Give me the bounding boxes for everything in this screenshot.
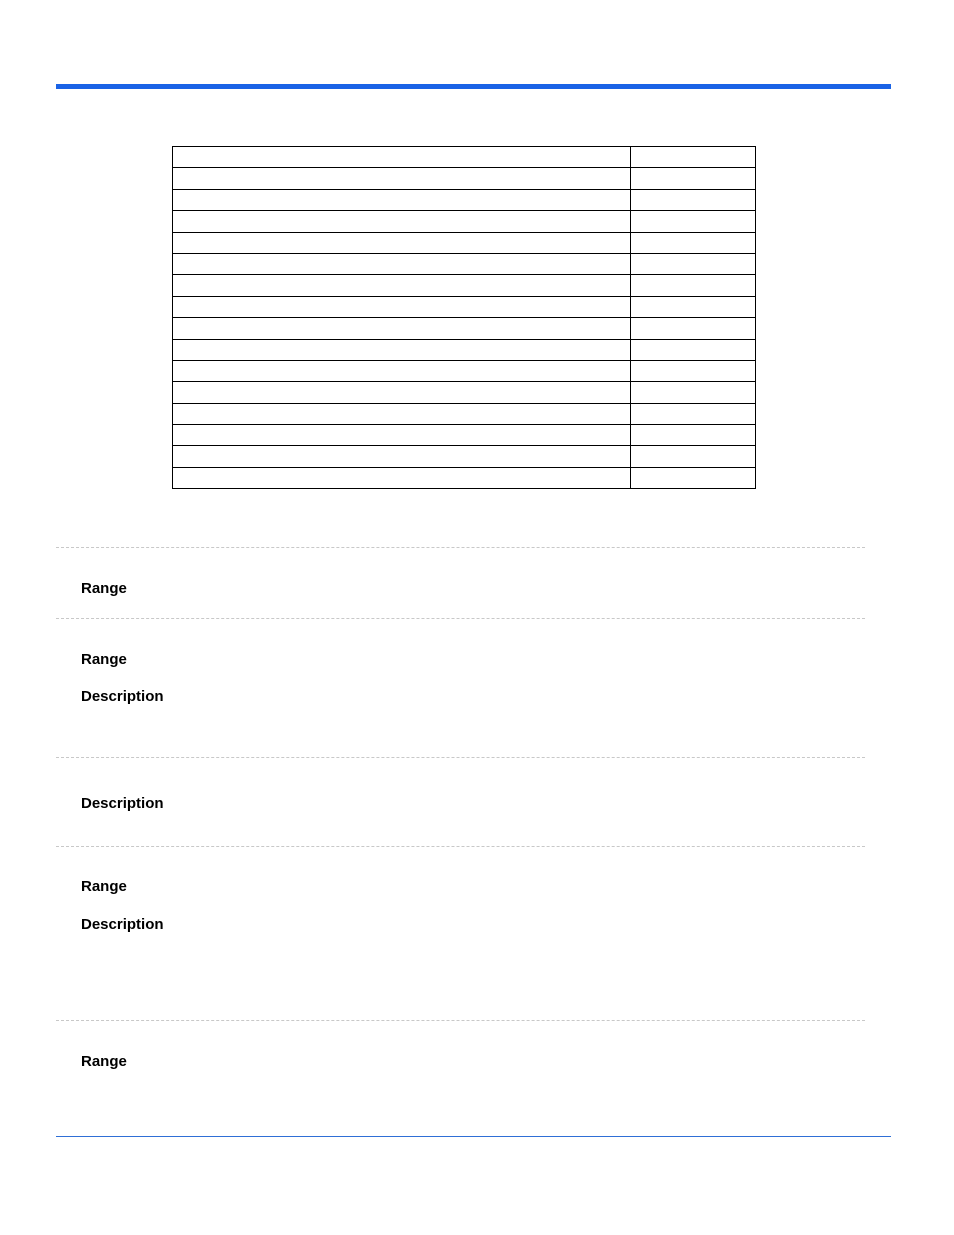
description-label: Description [81,795,164,812]
table-cell [631,189,756,210]
table-row [173,446,756,467]
table-cell [173,425,631,446]
table-cell [173,253,631,274]
table-row [173,211,756,232]
table-row [173,147,756,168]
table-row [173,467,756,488]
table-row [173,232,756,253]
table-row [173,253,756,274]
table-row [173,403,756,424]
table-cell [173,211,631,232]
table-cell [631,296,756,317]
table-cell [631,232,756,253]
table-cell [631,275,756,296]
table-cell [631,147,756,168]
section-separator [56,757,865,758]
table-row [173,339,756,360]
table-row [173,318,756,339]
table-cell [173,403,631,424]
section-separator [56,618,865,619]
table-cell [173,189,631,210]
table-cell [631,467,756,488]
table-row [173,360,756,381]
table-cell [173,360,631,381]
table-row [173,425,756,446]
description-label: Description [81,916,164,933]
table-cell [631,403,756,424]
table-cell [173,147,631,168]
range-label: Range [81,1053,127,1070]
table-row [173,189,756,210]
table-row [173,296,756,317]
section-separator [56,547,865,548]
table-cell [631,339,756,360]
table-cell [173,318,631,339]
table-cell [631,425,756,446]
table-row [173,382,756,403]
table-cell [173,339,631,360]
table-cell [173,446,631,467]
table-cell [173,232,631,253]
section-separator [56,1020,865,1021]
table-cell [173,382,631,403]
table-row [173,168,756,189]
table-cell [631,360,756,381]
header-rule [56,84,891,89]
range-label: Range [81,580,127,597]
range-label: Range [81,878,127,895]
parameter-table-container [172,146,755,489]
table-cell [631,382,756,403]
footer-rule [56,1136,891,1137]
table-cell [173,467,631,488]
table-cell [631,446,756,467]
section-separator [56,846,865,847]
description-label: Description [81,688,164,705]
table-row [173,275,756,296]
table-cell [173,275,631,296]
table-cell [173,296,631,317]
range-label: Range [81,651,127,668]
parameter-table [172,146,756,489]
table-cell [631,168,756,189]
table-cell [631,318,756,339]
table-cell [631,253,756,274]
table-cell [173,168,631,189]
table-cell [631,211,756,232]
